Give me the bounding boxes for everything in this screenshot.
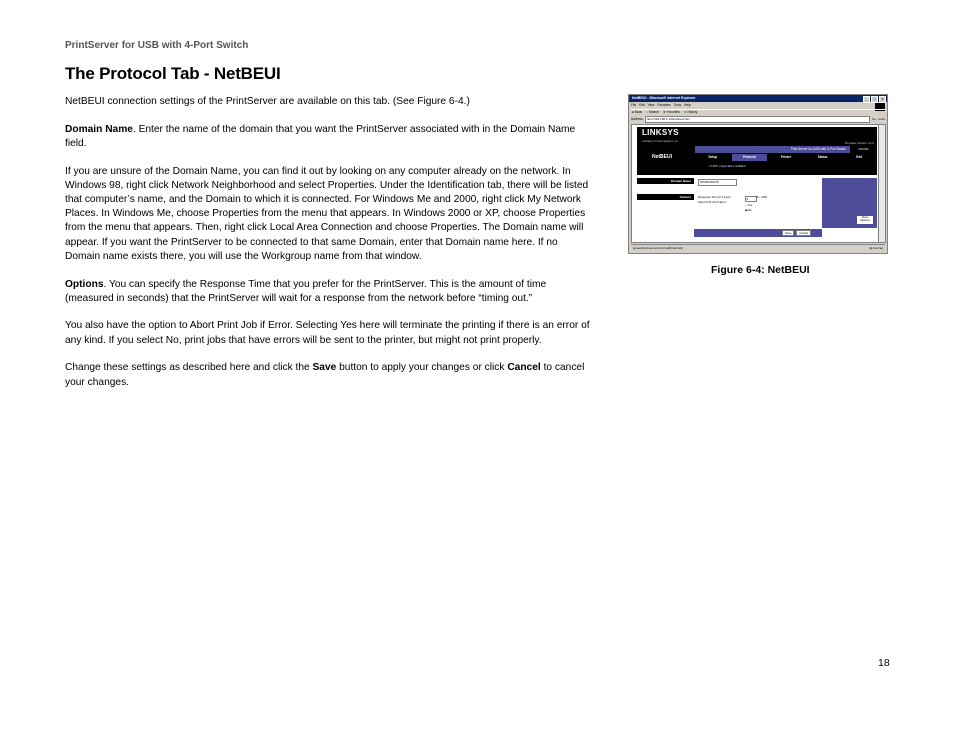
- main-tabs: [695, 154, 877, 161]
- search-button[interactable]: ⌕ Search: [646, 110, 659, 114]
- menu-help[interactable]: Help: [684, 103, 691, 107]
- links-button[interactable]: Links: [877, 117, 885, 121]
- tab-printer[interactable]: Printer: [780, 155, 792, 159]
- window-titlebar: [629, 95, 887, 102]
- maximize-icon[interactable]: □: [871, 96, 878, 103]
- tab-exit[interactable]: Exit: [856, 155, 863, 159]
- section-title: NetBEUI: [652, 154, 673, 160]
- tab-status[interactable]: Status: [817, 155, 828, 159]
- window-controls: [863, 96, 886, 103]
- tab-setup[interactable]: Setup: [708, 155, 718, 159]
- minimize-icon[interactable]: _: [863, 96, 870, 103]
- save-button[interactable]: Save: [782, 230, 794, 236]
- change-mid: button to apply your changes or click: [336, 362, 508, 374]
- domain-name-input[interactable]: WORKGROUP: [698, 179, 737, 186]
- vertical-scrollbar[interactable]: [878, 124, 886, 243]
- linksys-logo: LINKSYS: [642, 128, 679, 137]
- cancel-button[interactable]: Cancel: [796, 230, 811, 236]
- domain-term: Domain Name: [65, 123, 133, 135]
- netbeui-screenshot: [628, 94, 888, 254]
- change-pre: Change these settings as described here and click the: [65, 362, 313, 374]
- window-title: NetBEUI - Microsoft Internet Explorer: [632, 96, 696, 100]
- globe-icon: ◍: [869, 246, 872, 250]
- address-label: Address: [631, 117, 643, 121]
- response-range: (5 ~ 255): [756, 195, 768, 199]
- response-time-input[interactable]: 5: [745, 196, 757, 202]
- close-icon[interactable]: ×: [879, 96, 886, 103]
- save-word: Save: [312, 362, 337, 374]
- page-title: The Protocol Tab - NetBEUI: [65, 64, 281, 83]
- page-content: [631, 124, 879, 243]
- menu-file[interactable]: File: [631, 103, 637, 107]
- abort-yes-radio[interactable]: ○ Yes: [745, 203, 752, 207]
- model-name: Print Server for USB with 4-Port Switch: [695, 146, 850, 153]
- tab-protocol[interactable]: Protocol: [732, 154, 768, 161]
- form-buttons: [782, 230, 811, 236]
- domain-help-paragraph: If you are unsure of the Domain Name, you can find it out by looking on any computer already on the network. In Windows 98, right click Network Neighborhood and select Properties. Under the Identification tab, there will be listed that computer’s name, and the Domain to which it is connected. For Windows Me and 2000, right click My Network Places. In Windows Me, choose Properties from the menu that appears. In Windows 2000 or XP, choose Properties from the menu that appears. Then, right click Local Area Connection and choose Properties. The Domain name will appear. If you want the PrintServer to be connected to that same Domain, enter that Domain name here. If no Domain name exists there, you will use the Workgroup name from that window.: [65, 165, 589, 262]
- status-bar: [631, 244, 885, 252]
- intro-paragraph: NetBEUI connection settings of the PrintServer are available on this tab. (See Figure 6-4.): [65, 96, 470, 107]
- page-number: 18: [878, 657, 890, 669]
- address-input[interactable]: http://192.168.1.100/netbeui.htm: [645, 116, 870, 123]
- firmware-version: Firmware Version: V2.0: [844, 141, 874, 145]
- abort-no-radio[interactable]: ◉ No: [745, 208, 752, 212]
- menu-edit[interactable]: Edit: [639, 103, 645, 107]
- label-column: [637, 178, 694, 228]
- address-bar: [631, 116, 885, 122]
- menu-view[interactable]: View: [647, 103, 655, 107]
- domain-name-label: Domain Name: [637, 178, 694, 184]
- model-code: PSUS4: [858, 147, 869, 151]
- options-label: Options: [637, 194, 694, 200]
- back-button[interactable]: ◄ Back: [631, 110, 643, 114]
- abort-paragraph: You also have the option to Abort Print Job if Error. Selecting Yes here will terminate the printing if there is an error of any kind. If you select No, print jobs that have errors will be sent to the printer, but might not print properly.: [65, 320, 590, 346]
- running-head: PrintServer for USB with 4-Port Switch: [65, 40, 249, 51]
- favorites-button[interactable]: ★ Favorites: [662, 110, 680, 114]
- go-button[interactable]: Go: [871, 117, 876, 121]
- domain-paragraph: [65, 123, 590, 151]
- menu-tools[interactable]: Tools: [673, 103, 682, 107]
- options-desc: . You can specify the Response Time that you prefer for the PrintServer. This is the amount of time (measured in seconds) that the PrintServer will wait for a response from the network before “timing out.”: [65, 278, 547, 304]
- change-paragraph: [65, 361, 590, 389]
- figure-caption: Figure 6-4: NetBEUI: [711, 264, 810, 276]
- abort-label: Abort Print Job If Error:: [698, 200, 727, 204]
- side-panel: [822, 178, 877, 228]
- cisco-logo: Cisco Systems: [857, 216, 873, 224]
- body-text: [65, 95, 590, 403]
- options-term: Options: [65, 278, 104, 290]
- cancel-word: Cancel: [507, 362, 541, 374]
- domain-desc: . Enter the name of the domain that you want the PrintServer associated with in the Domain Name field.: [65, 123, 576, 149]
- status-zone: ◍ Internet: [869, 246, 883, 250]
- menu-favorites[interactable]: Favorites: [657, 103, 671, 107]
- logo-subtitle: A Division of Cisco Systems, Inc.: [642, 140, 679, 143]
- menu-bar: [631, 103, 873, 108]
- status-text: javascript:document.forms[0].submit(): [633, 246, 684, 250]
- history-button[interactable]: ◷ History: [683, 110, 698, 114]
- linksys-header: [637, 127, 877, 175]
- response-time-label: Response Time (0.1 secs):: [698, 195, 732, 199]
- change-post: to cancel your changes.: [65, 362, 585, 388]
- protocol-subtabs[interactable]: TCP/IP | AppleTalk | NetBEUI: [709, 164, 746, 168]
- options-paragraph: [65, 278, 590, 306]
